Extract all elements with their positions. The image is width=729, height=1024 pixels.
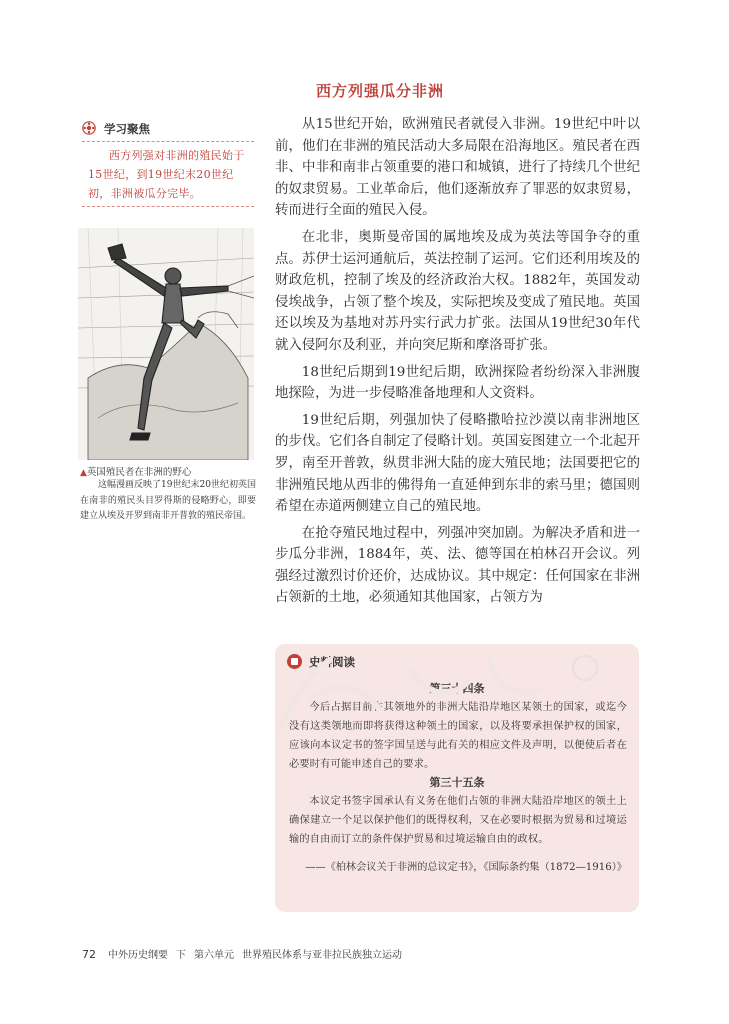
paragraph-5: 在抢夺殖民地过程中，列强冲突加剧。为解决矛盾和进一步瓜分非洲，1884年，英、法、德等国在柏林召开会议。列强经过激烈讨价还价，达成协议。其中规定：任何国家在非洲占领新的土地，必须通知其他国家，占领方为 <box>275 525 640 606</box>
source-reading-title: 史料阅读 <box>309 655 355 669</box>
article-35-heading: 第三十五条 <box>429 776 485 789</box>
book-title: 中外历史纲要 <box>108 950 168 961</box>
paragraph-3: 18世纪后期到19世纪后期，欧洲探险者纷纷深入非洲腹地探险，为进一步侵略准备地理和人文资料。 <box>275 364 640 402</box>
paragraph-1: 从15世纪开始，欧洲殖民者就侵入非洲。19世纪中叶以前，他们在非洲的殖民活动大多局限在沿海地区。殖民者在西非、中非和南非占领重要的港口和城镇，进行了持续几个世纪的奴隶贸易。工业革命后，他们逐渐放弃了罪恶的奴隶贸易，转而进行全面的殖民入侵。 <box>275 117 640 219</box>
unit-label: 第六单元 <box>194 950 234 961</box>
page-title: 西方列强瓜分非洲 <box>315 82 444 100</box>
focus-flower-icon <box>82 121 96 135</box>
image-caption-body: 这幅漫画反映了19世纪末20世纪初英国在南非的殖民头目罗得斯的侵略野心，即要建立从埃及开罗到南非开普敦的殖民帝国。 <box>80 480 256 521</box>
page-number: 72 <box>82 948 96 961</box>
caption-title-text: 英国殖民者在非洲的野心 <box>86 467 192 478</box>
main-text <box>275 114 640 614</box>
caption-triangle-icon: ▲ <box>80 468 87 478</box>
focus-divider-top <box>82 141 254 142</box>
unit-title: 世界殖民体系与亚非拉民族独立运动 <box>242 950 402 961</box>
source-book-icon <box>287 654 302 669</box>
focus-divider-bottom <box>82 206 254 207</box>
volume-label: 下 <box>176 950 186 961</box>
source-reading-box <box>275 644 639 912</box>
learning-focus-title: 学习聚焦 <box>104 122 150 136</box>
article-34-text: 今后占据目前在其领地外的非洲大陆沿岸地区某领土的国家，或迄今没有这类领地而即将获得这种领土的国家，以及将要承担保护权的国家，应该向本议定书的签字国呈送与此有关的相应文件及声明，以便使后者在必要时有可能申述自己的要求。 <box>289 702 627 770</box>
article-35-text: 本议定书签字国承认有义务在他们占领的非洲大陆沿岸地区的领土上确保建立一个足以保护他们的既得权利，又在必要时根据为贸易和过境运输的自由而订立的条件保护贸易和过境运输自由的政权。 <box>289 796 627 845</box>
learning-focus-header <box>82 120 252 138</box>
learning-focus-text: 西方列强对非洲的殖民始于15世纪，到19世纪末20世纪初，非洲被瓜分完毕。 <box>88 149 245 200</box>
page-footer <box>82 946 410 961</box>
paragraph-4: 19世纪后期，列强加快了侵略撒哈拉沙漠以南非洲地区的步伐。它们各自制定了侵略计划。英国妄图建立一个北起开罗，南至开普敦，纵贯非洲大陆的庞大殖民地；法国要把它的非洲殖民地从西非的佛得角一直延伸到东非的索马里；德国则希望在赤道两侧建立自己的殖民地。 <box>275 412 640 515</box>
paragraph-2: 在北非，奥斯曼帝国的属地埃及成为英法等国争夺的重点。苏伊士运河通航后，英法控制了运河。它们还利用埃及的财政危机，控制了埃及的经济政治大权。1882年，英国发动侵埃战争，占领了整个埃及，实际把埃及变成了殖民地。英国还以埃及为基地对苏丹实行武力扩张。法国从19世纪30年代就入侵阿尔及利亚，并向突尼斯和摩洛哥扩张。 <box>275 229 640 353</box>
rhodes-colossus-cartoon <box>78 228 254 460</box>
source-citation: ——《柏林会议关于非洲的总议定书》，《国际条约集（1872—1916）》 <box>305 862 627 873</box>
article-34-heading: 第三十四条 <box>429 682 485 695</box>
image-caption-title <box>80 464 256 478</box>
